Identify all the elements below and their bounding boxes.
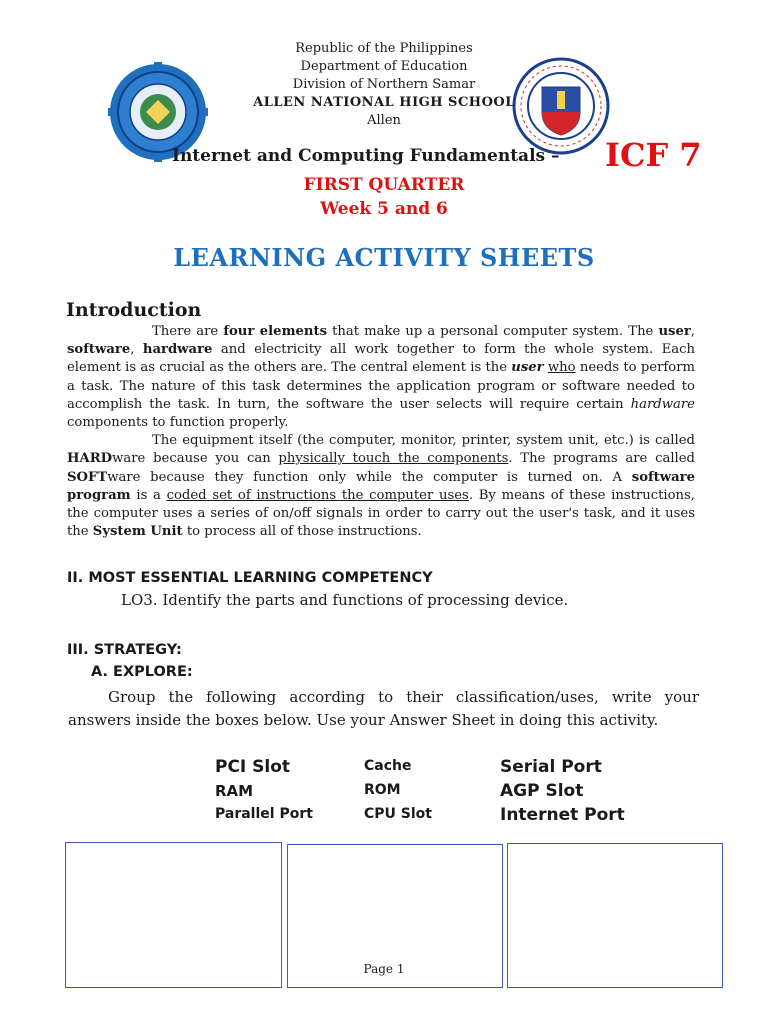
school-name: ALLEN NATIONAL HIGH SCHOOL bbox=[253, 95, 515, 110]
item-ram: RAM bbox=[215, 782, 254, 800]
quarter-label: FIRST QUARTER bbox=[303, 175, 465, 195]
header-line1: Republic of the Philippines bbox=[295, 41, 473, 56]
subject-code: ICF 7 bbox=[605, 136, 702, 174]
item-rom: ROM bbox=[364, 782, 401, 798]
item-parallel-port: Parallel Port bbox=[215, 806, 313, 822]
explore-instructions: Group the following according to their classification/uses, write your answers inside the boxes below. Use your Answer Sheet in doing this activity. bbox=[68, 688, 699, 729]
item-cpu-slot: CPU Slot bbox=[364, 806, 432, 822]
intro-heading: Introduction bbox=[66, 299, 202, 321]
week-label: Week 5 and 6 bbox=[320, 199, 448, 219]
header-line2: Department of Education bbox=[300, 59, 468, 74]
item-agp-slot: AGP Slot bbox=[500, 781, 584, 801]
page-heading: LEARNING ACTIVITY SHEETS bbox=[173, 243, 595, 272]
intro-paragraph-1: There are four elements that make up a personal computer system. The user, software, hardware and electricity all work together to form the whole system. Each element is as crucial as the others are. The central element is the user who needs to perform a task. The nature of this task determines the application program or software needed to accomplish the task. In turn, the software the user selects will require certain hardware components to function properly. bbox=[67, 324, 696, 431]
school-town: Allen bbox=[367, 113, 401, 128]
header-block bbox=[0, 40, 768, 130]
intro-body bbox=[67, 323, 695, 541]
explore-heading: A. EXPLORE: bbox=[91, 664, 193, 680]
header-line3: Division of Northern Samar bbox=[292, 77, 476, 92]
item-pci-slot: PCI Slot bbox=[215, 757, 291, 777]
competency-heading: II. MOST ESSENTIAL LEARNING COMPETENCY bbox=[67, 570, 433, 586]
intro-paragraph-2: The equipment itself (the computer, monitor, printer, system unit, etc.) is called HARDware because you can physically touch the components. The programs are called SOFTware because they function only while the computer is turned on. A software program is a coded set of instructions the computer uses. By means of these instructions, the computer uses a series of on/off signals in order to carry out the user's task, and it uses the System Unit to process all of those instructions. bbox=[67, 433, 696, 540]
item-internet-port: Internet Port bbox=[500, 805, 625, 825]
item-cache: Cache bbox=[364, 758, 412, 774]
item-serial-port: Serial Port bbox=[500, 757, 602, 777]
page-number: Page 1 bbox=[363, 962, 405, 976]
subject-title: Internet and Computing Fundamentals – bbox=[172, 146, 560, 166]
competency-lo: LO3. Identify the parts and functions of processing device. bbox=[121, 591, 569, 609]
strategy-heading: III. STRATEGY: bbox=[67, 642, 182, 658]
